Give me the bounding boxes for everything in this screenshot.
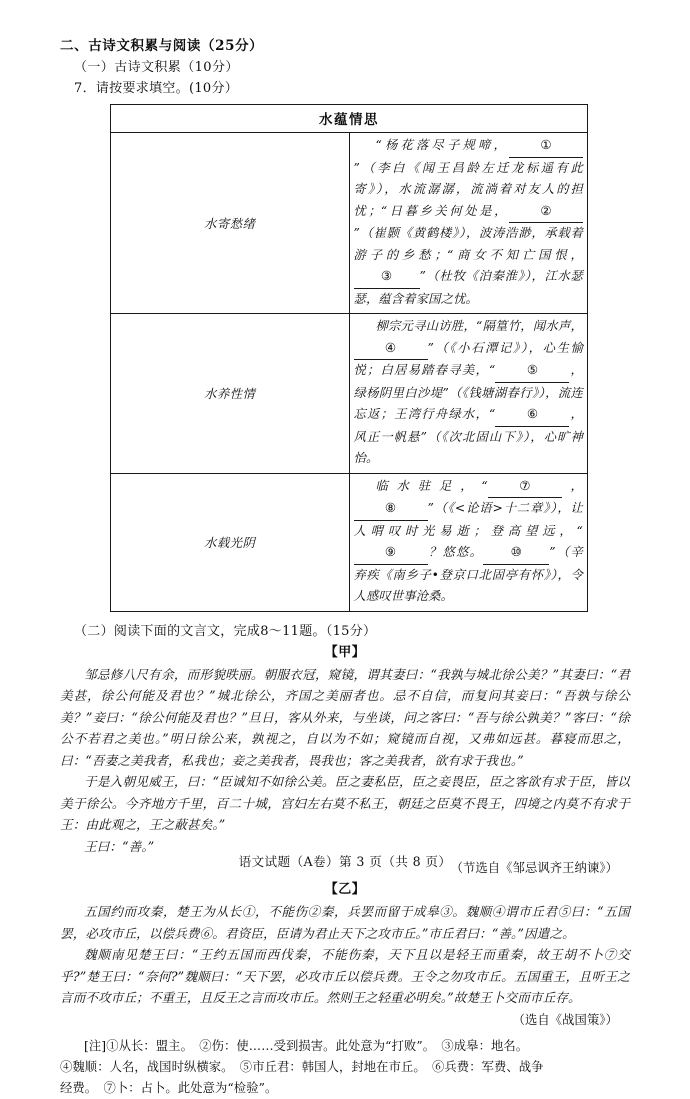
passage-jia-label: 【甲】	[324, 644, 366, 660]
section-heading: 二、古诗文积累与阅读（25分）	[60, 38, 264, 54]
text-segment: ”（《<论语>十二章》），让人喟	[353, 501, 583, 538]
answer-blank-10[interactable]: ⑩	[483, 542, 549, 565]
text-segment: ，绿杨阴里白沙堤”（《钱塘湖	[353, 363, 584, 400]
answer-blank-3[interactable]: ③	[354, 266, 420, 289]
text-segment: “杨花落尽子规啼，	[375, 138, 509, 152]
text-segment: ”（《小石潭记》），	[427, 340, 543, 355]
answer-blank-7[interactable]: ⑦	[488, 476, 562, 499]
section-subheading: （一）古诗文积累（10分）	[74, 60, 239, 75]
answer-blank-5[interactable]: ⑤	[495, 360, 569, 383]
answer-blank-9[interactable]: ⑨	[354, 542, 428, 565]
text-segment: 叹时光易逝；登高望远，“	[387, 523, 583, 538]
passage-jia-source: （节选自《邹忌讽齐王纳谏》）	[450, 861, 618, 875]
text-segment: ”（李白《闻王昌龄左迁龙标遥有此	[353, 160, 583, 175]
text-segment: 春行》），流连忘返；王湾行舟绿水，“	[353, 385, 583, 421]
footnote-line-2: ④魏顺：人名，战国时纵横家。 ⑤市丘君：韩国人，封地在市丘。 ⑥兵费：军费、战争	[60, 1059, 544, 1074]
passage-jia-paragraph-2: 于是入朝见威王，曰：“臣诚知不如徐公美。臣之妻私臣，臣之妾畏臣，臣之客欲有求于臣，皆以美于徐公。今齐地方千里，百二十城，宫妇左右莫不私王，朝廷之臣莫不畏王，四境之内莫不有求于王：由此观之，王之蔽甚矣。”	[60, 774, 630, 832]
footnote-line-3: 经费。 ⑦卜：占卜。此处意为“检验”。	[60, 1080, 278, 1095]
table-row	[111, 133, 588, 314]
text-segment: 心生愉悦；白居易踏春寻美，“	[353, 340, 584, 377]
text-segment: 固山下》），心旷神怡。	[353, 429, 583, 465]
page-footer: 语文试题（A卷）第 3 页（共 8 页）	[238, 854, 452, 869]
passage-yi-label: 【乙】	[324, 882, 366, 897]
text-segment: 柳宗元寻山访胜，“隔篁竹，闻水声，	[375, 319, 583, 333]
text-segment: 寄》），水流潺潺，流淌着对友人的担忧；“日暮乡关何处是，	[353, 182, 583, 218]
answer-blank-6[interactable]: ⑥	[495, 404, 569, 427]
row-label-shuijichouxu: 水寄愁绪	[111, 133, 350, 314]
text-segment: ”	[353, 226, 360, 240]
text-segment: ”（辛弃疾《南	[353, 545, 583, 582]
row-label-shuiyangxingqing: 水养性情	[111, 314, 350, 474]
footnote-line-1: [注]①从长：盟主。 ②伤：使……受到损害。此处意为“打败”。 ③成皋：地名。	[84, 1038, 529, 1053]
answer-blank-1[interactable]: ①	[509, 135, 583, 158]
passage-yi-paragraph-2: 魏顺南见楚王曰：“王约五国而西伐秦，不能伤秦，天下且以是轻王而重秦，故王胡不卜⑦交乎?”楚王曰：“奈何?”魏顺曰：“天下罢，必攻市丘以偿兵费。王令之勿攻市丘。五国重王，且听王之言而不攻市丘；不重王，且反王之言而攻市丘。然则王之轻重必明矣。”故楚王卜交而市丘存。	[60, 947, 630, 1005]
passage-jia-paragraph-3: 王曰：“善。”	[84, 838, 155, 854]
poem-table-wrapper	[110, 104, 588, 612]
table-title-row	[111, 105, 588, 133]
text-segment: 临水驻足，“	[375, 478, 488, 493]
reading-section-intro: （二）阅读下面的文言文，完成8～11题。（15分）	[74, 623, 377, 639]
table-title: 水蕴情思	[111, 105, 588, 133]
poem-fill-table	[110, 104, 588, 612]
passage-yi-paragraph-1: 五国约而攻秦，楚王为从长①，不能伤②秦，兵罢而留于成皋③。魏顺④谓市丘君⑤曰：“五国罢，必攻市丘，以偿兵费⑥。君资臣，臣请为君止天下之攻市丘。”市丘君曰：“善。”因遣之。	[60, 904, 630, 941]
text-segment: （崔颢《黄鹤楼》），波涛浩渺，承载着游子的乡愁；“商女不知亡国恨，	[353, 226, 583, 262]
text-segment: 乡子•登京口北固亭有怀》），令人感叹世事沧桑。	[353, 567, 583, 603]
answer-blank-4[interactable]: ④	[354, 338, 428, 361]
text-segment: ，风正一帆悬”（《次北	[353, 407, 584, 444]
passage-jia-paragraph-1: 邹忌修八尺有余，而形貌昳丽。朝服衣冠，窥镜，谓其妻曰：“我孰与城北徐公美？”其妻曰：“君美甚，徐公何能及君也？”城北徐公，齐国之美丽者也。忌不自信，而复问其妾曰：“吾孰与徐公美？”妾曰：“徐公何能及君也？”旦日，客从外来，与坐谈，问之客曰：“吾与徐公孰美？”客曰：“徐公不若君之美也。”明日徐公来，孰视之，自以为不如；窥镜而自视，又弗如远甚。暮寝而思之，曰：“吾妻之美我者，私我也；妾之美我者，畏我也；客之美我者，欲有求于我也。”	[60, 666, 630, 768]
row-content-shuizaiguangyin	[349, 473, 588, 611]
table-row	[111, 473, 588, 611]
table-row	[111, 314, 588, 474]
answer-blank-2[interactable]: ②	[509, 201, 583, 224]
text-segment: ？悠悠。	[427, 545, 484, 559]
text-segment: ”（杜牧《泊秦淮》），江水瑟瑟，蕴含着家国之忧。	[353, 269, 583, 306]
row-content-shuijichouxu	[349, 133, 588, 314]
row-content-shuiyangxingqing	[349, 314, 588, 474]
answer-blank-8[interactable]: ⑧	[354, 498, 428, 521]
question-7-prompt: 7．请按要求填空。(10分）	[74, 81, 239, 96]
passage-yi-source: （选自《战国策》）	[512, 1012, 618, 1027]
row-label-shuizaiguangyin: 水载光阴	[111, 473, 350, 611]
text-segment: ，	[561, 478, 584, 493]
